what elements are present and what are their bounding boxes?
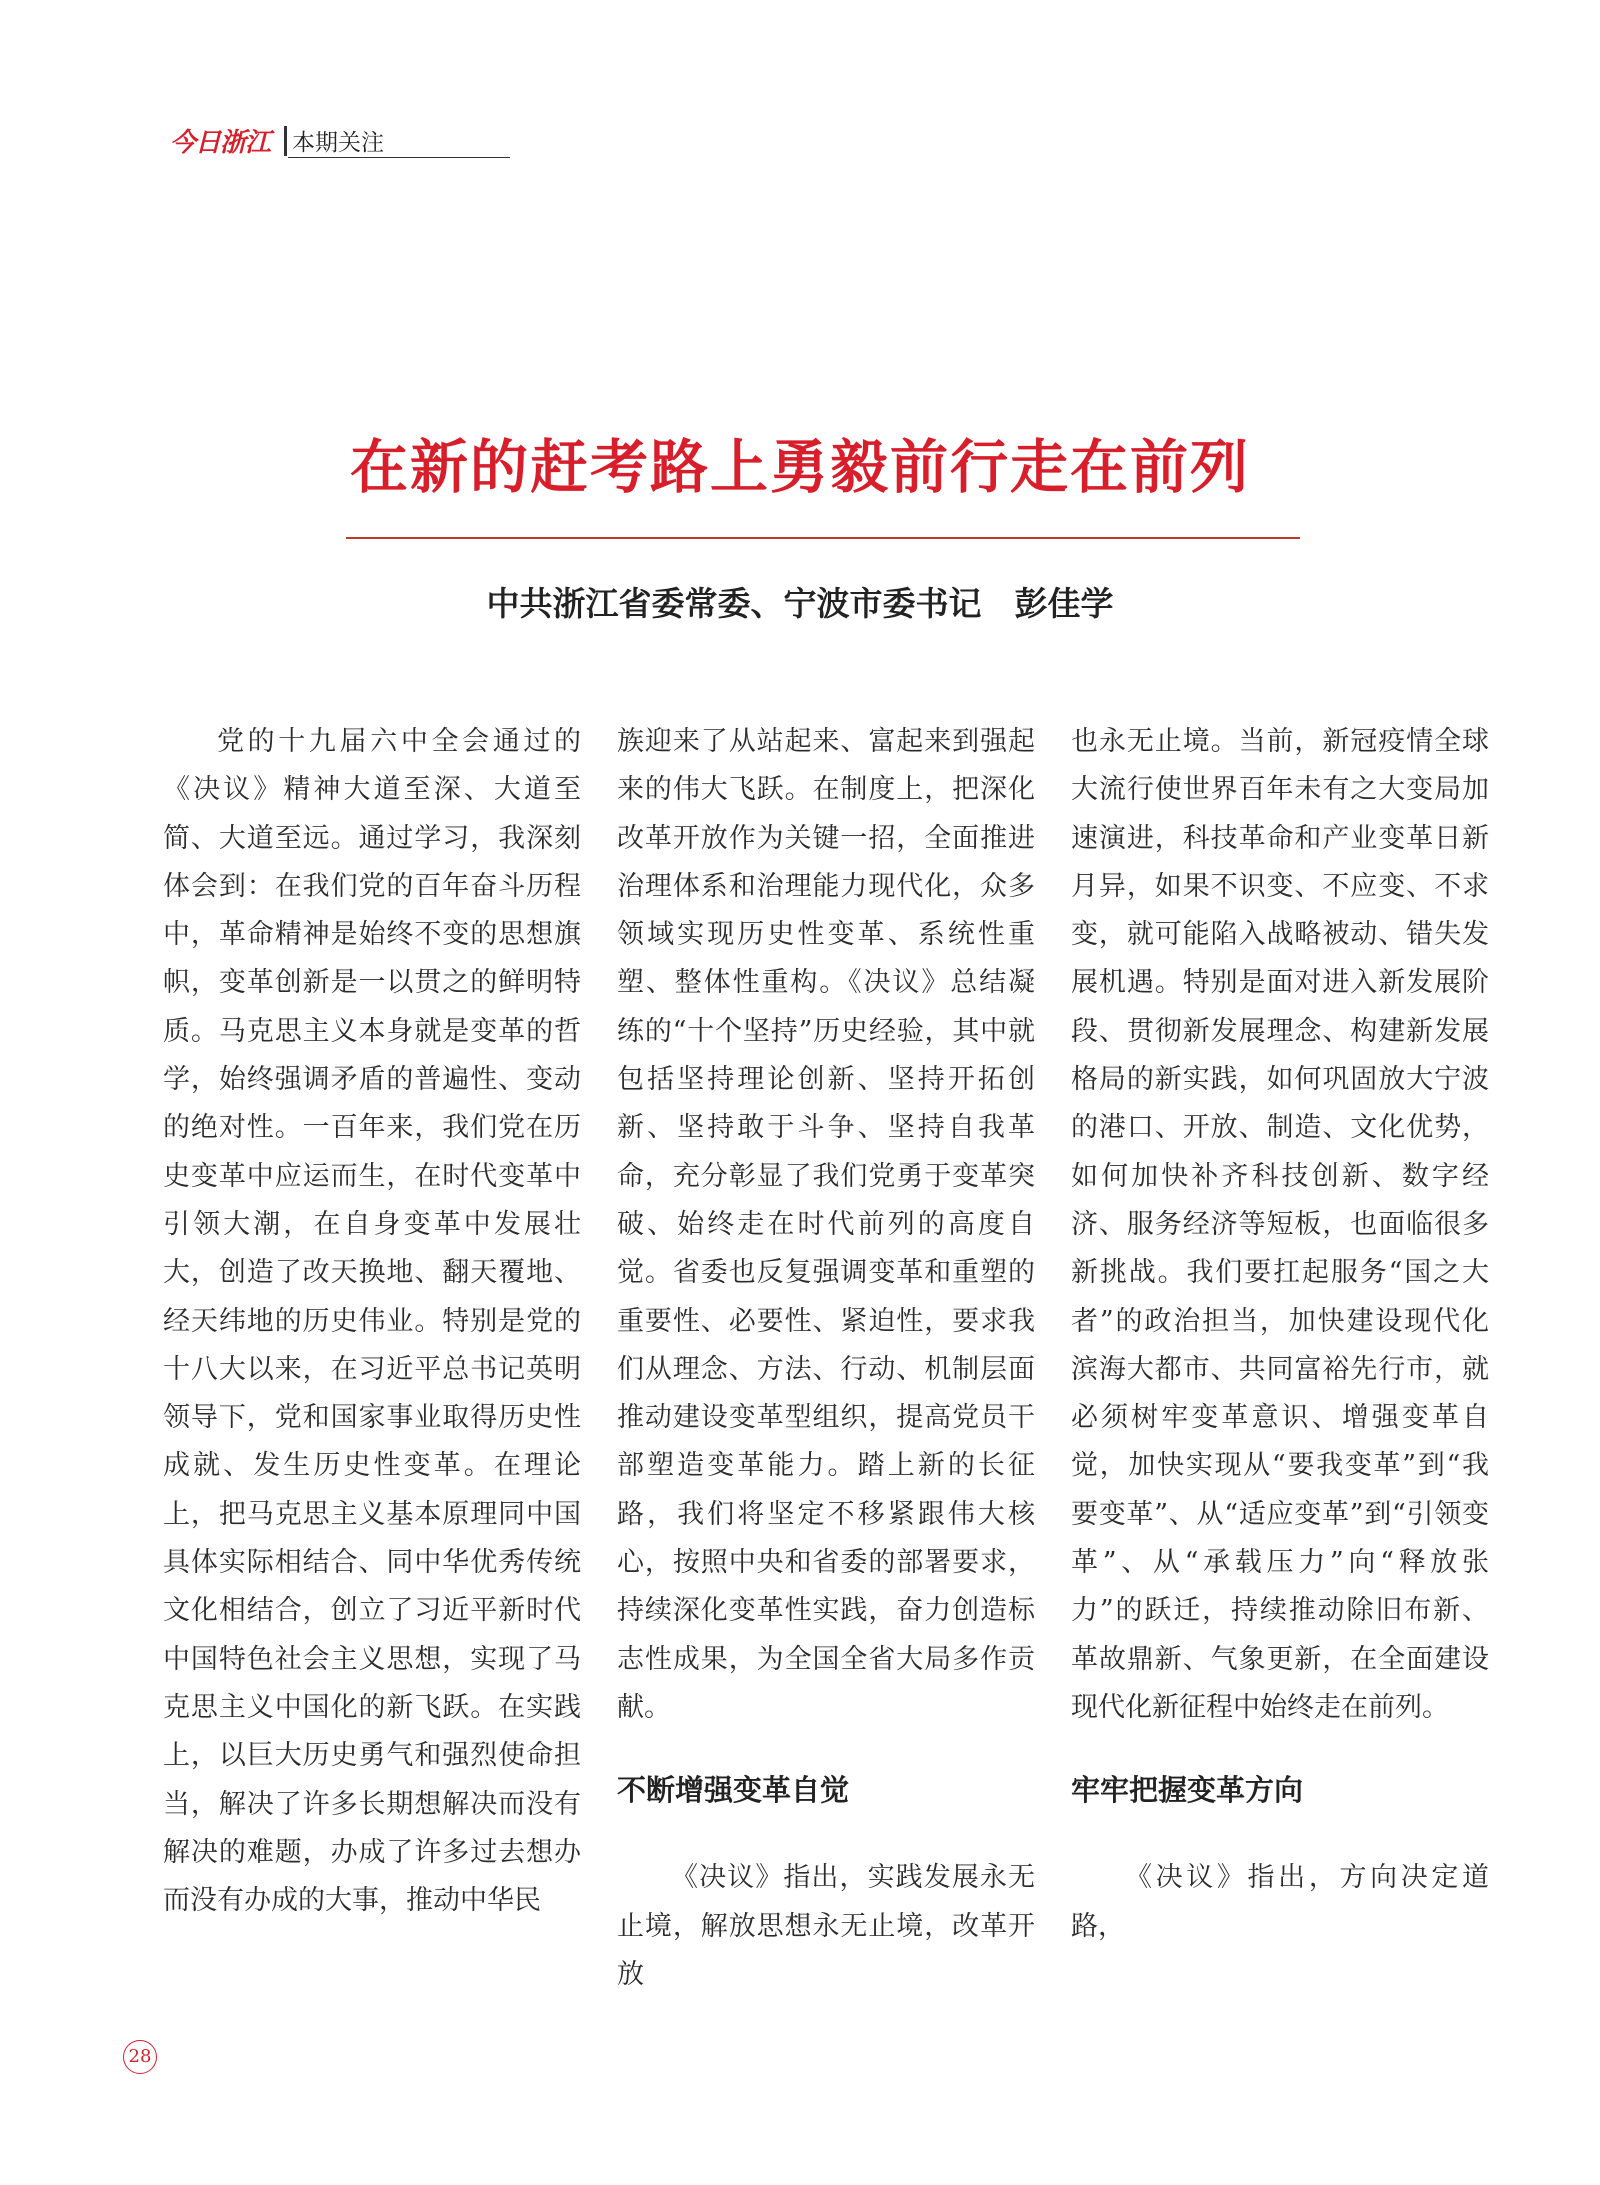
header-separator xyxy=(284,126,287,156)
paragraph: 《决议》指出，方向决定道路， xyxy=(1071,1862,1489,1942)
paragraph: 族迎来了从站起来、富起来到强起来的伟大飞跃。在制度上，把深化改革开放作为关键一招，全面推进治理体系和治理能力现代化，众多领域实现历史性变革、系统性重塑、整体性重构。《决议》总结凝练的“十个坚持”历史经验，其中就包括坚持理论创新、坚持开拓创新、坚持敢于斗争、坚持自我革命，充分彰显了我们党勇于变革突破、始终走在时代前列的高度自觉。省委也反复强调变革和重塑的重要性、必要性、紧迫性，要求我们从理念、方法、行动、机制层面推动建设变革型组织，提高党员干部塑造变革能力。踏上新的长征路，我们将坚定不移紧跟伟大核心，按照中央和省委的部署要求，持续深化变革性实践，奋力创造标志性成果，为全国全省大局多作贡献。 xyxy=(617,726,1035,1723)
section-label: 本期关注 xyxy=(292,130,384,156)
article-byline: 中共浙江省委常委、宁波市委书记 彭佳学 xyxy=(486,584,1114,623)
magazine-logo: 今日浙江 xyxy=(170,128,271,158)
paragraph: 也永无止境。当前，新冠疫情全球大流行使世界百年未有之大变局加速演进，科技革命和产业变革日新月异，如果不识变、不应变、不求变，就可能陷入战略被动、错失发展机遇。特别是面对进入新发展阶段、贯彻新发展理念、构建新发展格局的新实践，如何巩固放大宁波的港口、开放、制造、文化优势，如何加快补齐科技创新、数字经济、服务经济等短板，也面临很多新挑战。我们要扛起服务“国之大者”的政治担当，加快建设现代化滨海大都市、共同富裕先行市，就必须树牢变革意识、增强变革自觉，加快实现从“要我变革”到“我要变革”、从“适应变革”到“引领变革”、从“承载压力”向“释放张力”的跃迁，持续推动除旧布新、革故鼎新、气象更新，在全面建设现代化新征程中始终走在前列。 xyxy=(1071,726,1489,1723)
page-number: 28 xyxy=(123,2040,157,2074)
article-title: 在新的赶考路上勇毅前行走在前列 xyxy=(349,433,1250,501)
section-heading: 不断增强变革自觉 xyxy=(617,1773,850,1808)
paragraph: 党的十九届六中全会通过的《决议》精神大道至深、大道至简、大道至远。通过学习，我深刻体会到：在我们党的百年奋斗历程中，革命精神是始终不变的思想旗帜，变革创新是一以贯之的鲜明特质。马克思主义本身就是变革的哲学，始终强调矛盾的普遍性、变动的绝对性。一百年来，我们党在历史变革中应运而生，在时代变革中引领大潮，在自身变革中发展壮大，创造了改天换地、翻天覆地、经天纬地的历史伟业。特别是党的十八大以来，在习近平总书记英明领导下，党和国家事业取得历史性成就、发生历史性变革。在理论上，把马克思主义基本原理同中国具体实际相结合、同中华优秀传统文化相结合，创立了习近平新时代中国特色社会主义思想，实现了马克思主义中国化的新飞跃。在实践上，以巨大历史勇气和强烈使命担当，解决了许多长期想解决而没有解决的难题，办成了许多过去想办而没有办成的大事，推动中华民 xyxy=(163,726,581,1917)
text-column-2 xyxy=(617,718,1035,1999)
title-divider xyxy=(346,537,1300,539)
paragraph: 《决议》指出，实践发展永无止境，解放思想永无止境，改革开放 xyxy=(617,1862,1035,1990)
section-heading: 牢牢把握变革方向 xyxy=(1071,1773,1304,1808)
text-column-1 xyxy=(163,718,581,1925)
text-column-3 xyxy=(1071,718,1489,1951)
header-rule xyxy=(288,157,510,158)
page-header xyxy=(170,122,510,162)
